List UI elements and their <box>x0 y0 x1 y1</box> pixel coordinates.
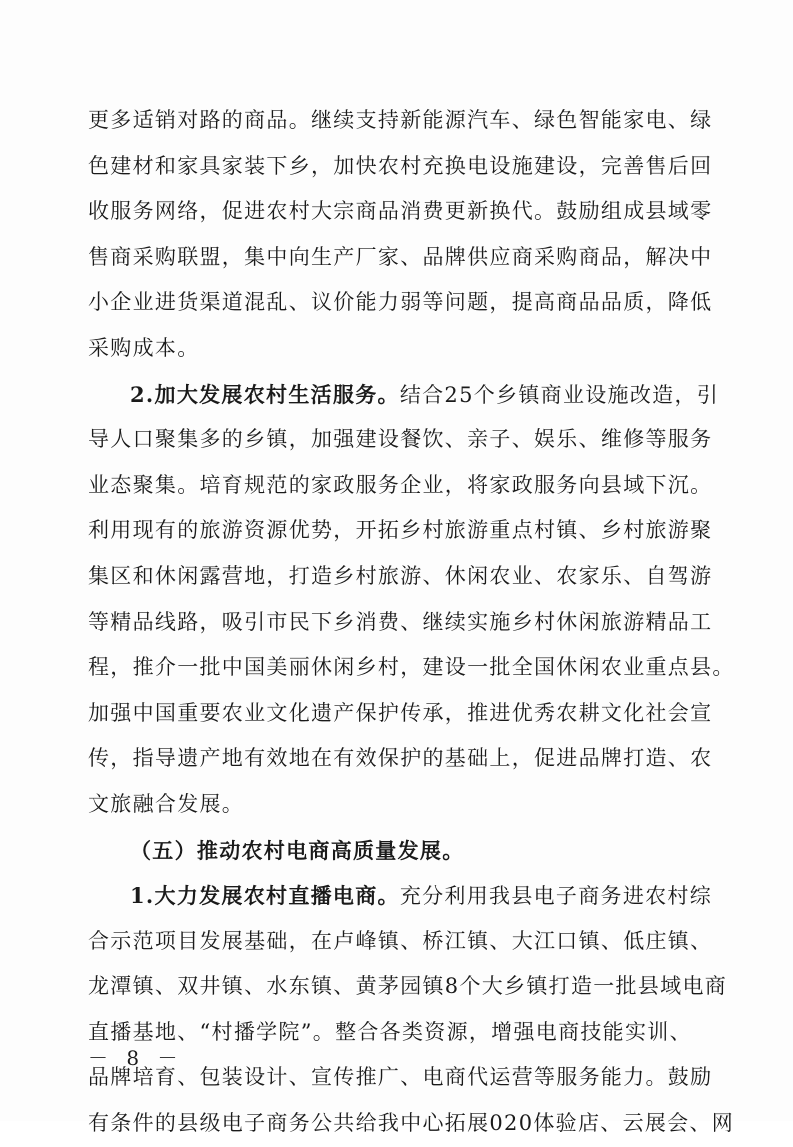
text-line: 文旅融合发展。 <box>88 791 245 816</box>
paragraph-1 <box>88 98 713 372</box>
text-line: 集区和休闲露营地，打造乡村旅游、休闲农业、农家乐、自驾游 <box>88 563 713 588</box>
text-line: 等精品线路，吸引市民下乡消费、继续实施乡村休闲旅游精品工 <box>88 609 713 634</box>
text-line: 收服务网络，促进农村大宗商品消费更新换代。鼓励组成县域零 <box>88 199 713 224</box>
text-line: 业态聚集。培育规范的家政服务企业，将家政服务向县域下沉。 <box>88 472 713 497</box>
text-line-rest: 充分利用我县电子商务进农村综 <box>399 884 713 909</box>
text-line <box>88 372 720 418</box>
page-number: － 8 － <box>88 1046 184 1070</box>
item-heading: 2.加大发展农村生活服务。 <box>130 381 400 407</box>
text-line: 加强中国重要农业文化遗产保护传承，推进优秀农耕文化社会宣 <box>88 700 713 725</box>
text-line: 传，指导遗产地有效地在有效保护的基础上，促进品牌打造、农 <box>88 746 713 771</box>
text-line: 直播基地、“村播学院”。整合各类资源，增强电商技能实训、 <box>88 1019 692 1044</box>
paragraph-2 <box>88 372 735 828</box>
text-line-rest: 结合25个乡镇商业设施改造，引 <box>399 382 720 407</box>
text-line: 售商采购联盟，集中向生产厂家、品牌供应商采购商品，解决中 <box>88 244 713 269</box>
text-line <box>88 873 713 919</box>
text-line: 小企业进货渠道混乱、议价能力弱等问题，提高商品品质，降低 <box>88 290 713 315</box>
text-line: 更多适销对路的商品。继续支持新能源汽车、绿色智能家电、绿 <box>88 108 713 132</box>
item-heading: 1.大力发展农村直播电商。 <box>130 883 400 909</box>
text-line: 有条件的县级电子商务公共给我中心拓展020体验店、云展会、网 <box>88 1111 735 1136</box>
text-line: 导人口聚集多的乡镇，加强建设餐饮、亲子、娱乐、维修等服务 <box>88 427 713 452</box>
section-heading: （五）推动农村电商高质量发展。 <box>130 837 465 863</box>
text-line: 色建材和家具家装下乡，加快农村充换电设施建设，完善售后回 <box>88 153 713 178</box>
text-line: 程，推介一批中国美丽休闲乡村，建设一批全国休闲农业重点县。 <box>88 655 735 680</box>
document-body <box>88 98 735 1147</box>
text-line: 利用现有的旅游资源优势，开拓乡村旅游重点村镇、乡村旅游聚 <box>88 518 713 543</box>
paragraph-3 <box>88 873 735 1147</box>
text-line: 采购成本。 <box>88 335 200 360</box>
text-line: 合示范项目发展基础，在卢峰镇、桥江镇、大江口镇、低庄镇、 <box>88 928 713 953</box>
text-line: 品牌培育、包装设计、宣传推广、电商代运营等服务能力。鼓励 <box>88 1065 713 1090</box>
text-line: 龙潭镇、双井镇、水东镇、黄茅园镇8个大乡镇打造一批县域电商 <box>88 974 728 999</box>
